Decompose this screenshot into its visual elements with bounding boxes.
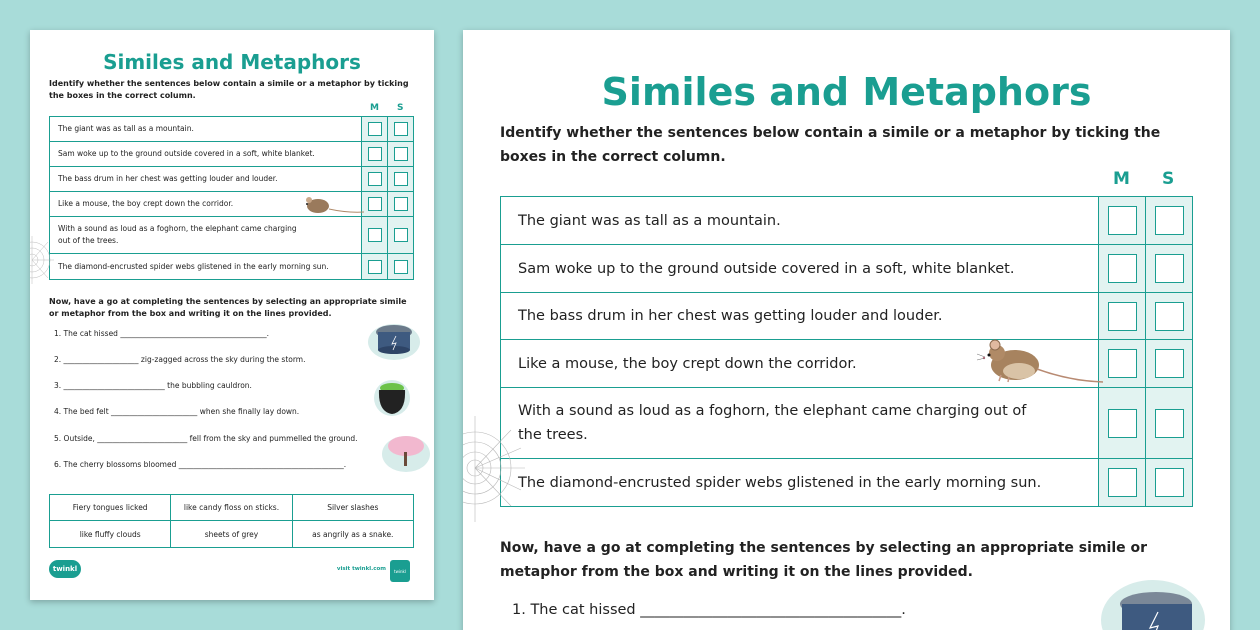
m-checkbox[interactable] [1098,459,1145,506]
storm-cloud-icon [1098,570,1208,630]
m-checkbox[interactable] [361,217,387,253]
s-checkbox[interactable] [1145,388,1192,458]
table-row [501,388,1192,459]
m-checkbox[interactable] [1098,340,1145,387]
sentence-text: Sam woke up to the ground outside covered in a soft, white blanket. [58,149,315,158]
m-checkbox[interactable] [361,117,387,141]
cauldron-icon [372,376,412,420]
m-checkbox[interactable] [361,142,387,166]
completion-sentence: 5. Outside, ________________________ fell from the sky and pummelled the ground. [54,434,358,443]
table-row [50,142,413,167]
small-title: Similes and Metaphors [103,50,361,74]
m-checkbox[interactable] [1098,388,1145,458]
s-checkbox[interactable] [387,217,413,253]
table-row [501,293,1192,340]
sentence-text: Like a mouse, the boy crept down the corridor. [58,199,234,208]
large-instructions: Identify whether the sentences below contain a simile or a metaphor by ticking the boxes in the correct column. [500,125,1161,165]
word-option: like candy floss on sticks. [170,495,291,520]
sentence-text: Like a mouse, the boy crept down the corridor. [518,355,857,372]
spider-web-icon [30,230,64,290]
completion-sentence: 6. The cherry blossoms bloomed ____________________________________________. [54,460,347,469]
s-checkbox[interactable] [387,117,413,141]
table-row [50,217,413,254]
small-instructions-2: Now, have a go at completing the sentences by selecting an appropriate simile or metaphor from the box and writing it on the lines provided. [49,297,407,318]
word-option: like fluffy clouds [79,529,141,539]
small-header-m: M [370,103,379,113]
sentence-text: The giant was as tall as a mountain. [518,212,781,229]
sentence-text: The bass drum in her chest was getting louder and louder. [58,174,278,183]
s-checkbox[interactable] [1145,459,1192,506]
s-checkbox[interactable] [1145,293,1192,339]
word-row [50,521,413,547]
spider-web-icon [463,408,529,528]
mouse-illustration-icon [975,335,1105,385]
s-checkbox[interactable] [1145,245,1192,292]
small-instructions: Identify whether the sentences below contain a simile or a metaphor by ticking the boxes in the correct column. [49,79,409,100]
word-box [49,494,414,548]
m-checkbox[interactable] [1098,245,1145,292]
large-header-m: M [1113,169,1130,189]
mouse-illustration-icon [302,193,366,217]
s-checkbox[interactable] [387,192,413,216]
word-option: as angrily as a snake. [292,521,413,547]
sentence-text: The diamond-encrusted spider webs glistened in the early morning sun. [58,261,329,271]
s-checkbox[interactable] [1145,340,1192,387]
visit-link: visit twinkl.com [336,566,386,572]
m-checkbox[interactable] [361,254,387,279]
m-checkbox[interactable] [361,167,387,191]
sentence-text: The diamond-encrusted spider webs glistened in the early morning sun. [518,474,1042,491]
completion-sentence: 3. ___________________________ the bubbling cauldron. [54,381,252,390]
sentence-text: The bass drum in her chest was getting louder and louder. [518,308,943,324]
sentence-text: With a sound as loud as a foghorn, the elephant came charging out of the trees. [518,403,1027,443]
sentence-text: The giant was as tall as a mountain. [58,124,194,133]
large-instructions-2: Now, have a go at completing the sentences by selecting an appropriate simile or metaphor from the box and writing it on the lines provided. [500,540,1148,580]
table-row [501,197,1192,245]
completion-sentence: 4. The bed felt _______________________ when she finally lay down. [54,407,300,416]
small-header-s: S [397,103,404,113]
word-row [50,495,413,521]
large-title: Similes and Metaphors [601,70,1092,114]
completion-sentence: 1. The cat hissed ____________________________________. [512,602,906,618]
completion-sentence: 1. The cat hissed _______________________________________. [54,329,269,338]
s-checkbox[interactable] [387,142,413,166]
large-header-s: S [1162,169,1175,189]
sentence-text: With a sound as loud as a foghorn, the elephant came charging out of the trees. [58,224,297,245]
table-row [50,167,413,192]
twinkl-logo: twinkl [49,560,81,578]
word-option: Fiery tongues licked [72,503,148,512]
cherry-blossom-icon [380,430,432,474]
completion-sentence: 2. ____________________ zig-zagged across the sky during the storm. [54,355,306,364]
table-row [50,254,413,279]
large-worksheet-preview [463,30,1230,630]
s-checkbox[interactable] [1145,197,1192,244]
m-checkbox[interactable] [1098,197,1145,244]
quality-badge: twinkl [390,560,410,582]
m-checkbox[interactable] [1098,293,1145,339]
s-checkbox[interactable] [387,254,413,279]
word-option: Silver slashes [292,495,413,520]
footer [49,560,414,580]
sentence-text: Sam woke up to the ground outside covered in a soft, white blanket. [518,260,1015,277]
table-row [50,117,413,142]
table-row [501,459,1192,506]
table-row [501,245,1192,293]
small-worksheet-preview [30,30,434,600]
storm-cloud-icon [366,318,422,362]
s-checkbox[interactable] [387,167,413,191]
word-option: sheets of grey [170,521,291,547]
